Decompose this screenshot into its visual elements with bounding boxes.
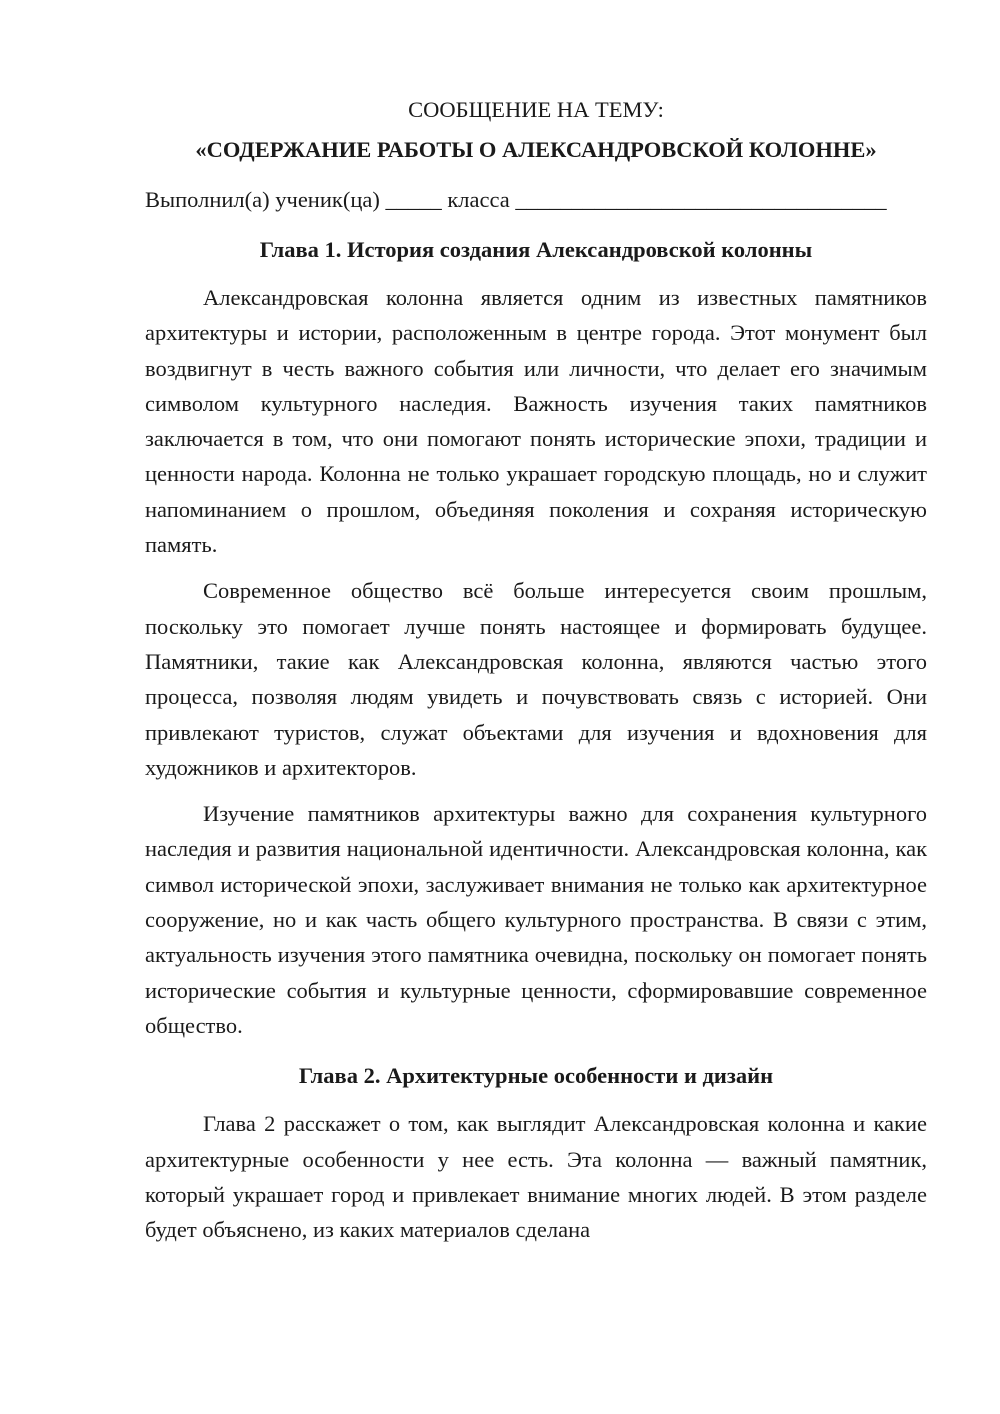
chapter-2	[145, 1061, 927, 1247]
chapter-1	[145, 235, 927, 1043]
author-line: Выполнил(а) ученик(ца) _____ класса _________________________________	[145, 187, 887, 212]
chapter-heading: Глава 1. История создания Александровской колонны	[259, 237, 813, 262]
paragraph: Александровская колонна является одним из известных памятников архитектуры и истории, расположенным в центре города. Этот монумент был воздвигнут в честь важного события или личности, что делает его значимым символом культурного наследия. Важность изучения таких памятников заключается в том, что они помогают понять исторические эпохи, традиции и ценности народа. Колонна не только украшает городскую площадь, но и служит напоминанием о прошлом, объединяя поколения и сохраняя историческую память.	[145, 285, 927, 558]
paragraph: Глава 2 расскажет о том, как выглядит Александровская колонна и какие архитектурные особенности у нее есть. Эта колонна — важный памятник, который украшает город и привлекает внимание многих людей. В этом разделе будет объяснено, из каких материалов сделана	[145, 1111, 927, 1243]
chapter-heading: Глава 2. Архитектурные особенности и дизайн	[298, 1063, 774, 1089]
document-subtitle: «СОДЕРЖАНИЕ РАБОТЫ О АЛЕКСАНДРОВСКОЙ КОЛОННЕ»	[195, 137, 877, 162]
paragraph: Современное общество всё больше интересуется своим прошлым, поскольку это помогает лучше понять настоящее и формировать будущее. Памятники, такие как Александровская колонна, являются частью этого процесса, позволяя людям увидеть и почувствовать связь с историей. Они привлекают туристов, служат объектами для изучения и вдохновения для художников и архитекторов.	[145, 578, 927, 780]
document-body	[145, 95, 927, 1258]
paragraph: Изучение памятников архитектуры важно для сохранения культурного наследия и развития национальной идентичности. Александровская колонна, как символ исторической эпохи, заслуживает внимания не только как архитектурное сооружение, но и как часть общего культурного пространства. В связи с этим, актуальность изучения этого памятника очевидна, поскольку он помогает понять исторические события и культурные ценности, сформировавшие современное общество.	[145, 801, 927, 1038]
document-title: СООБЩЕНИЕ НА ТЕМУ:	[408, 97, 664, 122]
